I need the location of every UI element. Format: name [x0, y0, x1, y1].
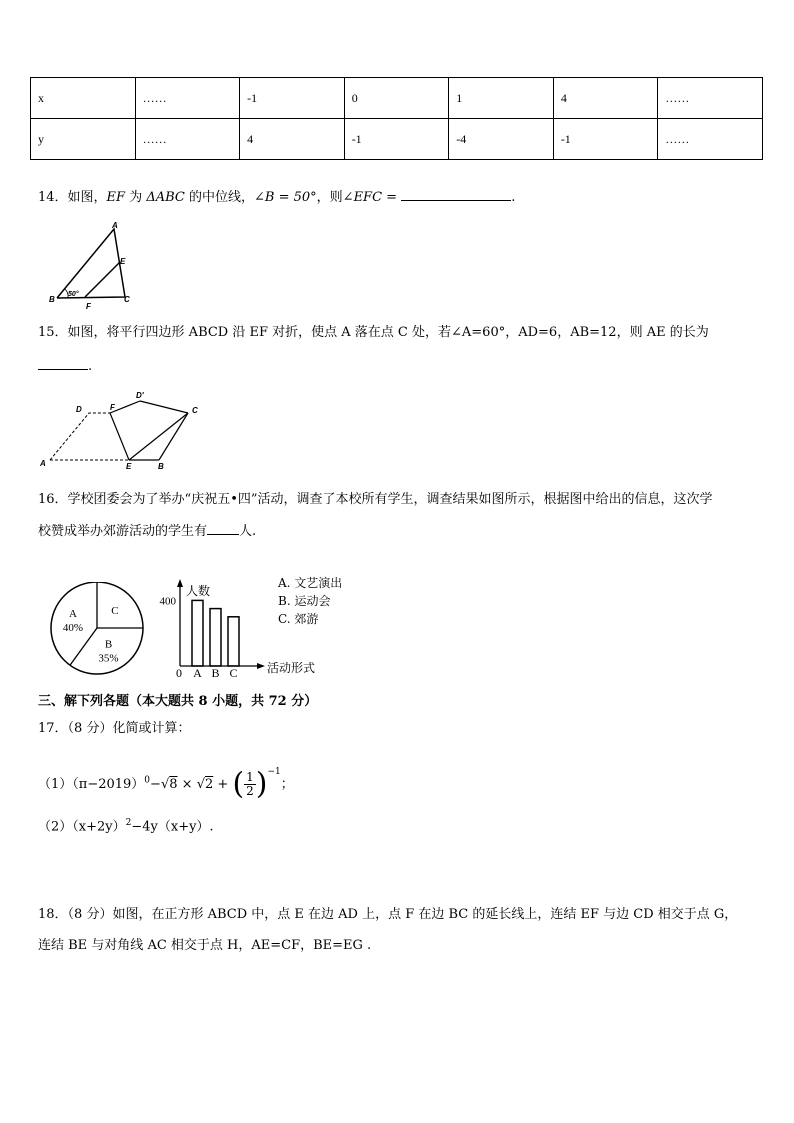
question-15-answer: [38, 357, 92, 377]
answer-blank: [38, 357, 88, 370]
table-cell: 1: [449, 78, 554, 119]
table-cell: 4: [240, 119, 345, 160]
point-a-label: A: [112, 221, 118, 230]
point-a-label: A: [40, 459, 46, 468]
q17-p2-a: （2）（x+2y）: [38, 819, 126, 835]
q17-p1-numerator: 1: [246, 770, 254, 784]
table-cell: -1: [553, 119, 658, 160]
q14-triangle-figure: [44, 220, 144, 312]
pie-slice-a-percent: 40%: [62, 622, 84, 635]
chart-legend: [278, 574, 342, 628]
q17-p2-exp: 2: [125, 818, 132, 828]
q17-p1-radicand2: 2: [204, 777, 214, 792]
xy-value-table: [30, 77, 763, 160]
q17-p1-radicand1: 8: [169, 777, 178, 792]
question-15: [38, 323, 709, 343]
x-tick-label: C: [229, 666, 238, 678]
q14-text: 为: [125, 190, 147, 205]
table-cell: 4: [553, 78, 658, 119]
q17-p1-exp0: 0: [144, 775, 151, 786]
pie-slice-a-label: A: [68, 608, 77, 621]
origin-label: 0: [176, 666, 182, 678]
point-c-label: C: [124, 295, 130, 304]
table-row: [31, 119, 763, 160]
q15-parallelogram-figure: [34, 388, 204, 472]
q17-p1-label: （1）（π−2019）: [38, 777, 145, 792]
fraction-one-half: [244, 771, 256, 798]
point-d-prime-label: D': [136, 391, 144, 400]
point-b-label: B: [49, 295, 55, 304]
q16-text: 人.: [239, 524, 257, 539]
question-14: [38, 188, 515, 208]
x-tick-label: A: [193, 666, 202, 678]
table-cell: -1: [344, 119, 449, 160]
pie-slice-b-percent: 35%: [98, 652, 119, 665]
point-f-label: F: [110, 403, 115, 412]
answer-blank: [207, 522, 239, 535]
q14-prefix: 14．如图，: [38, 190, 107, 205]
pie-chart: [44, 582, 154, 682]
legend-item-a: A. 文艺演出: [278, 576, 343, 590]
point-d-label: D: [76, 405, 82, 414]
pie-slice-b-label: B: [104, 638, 113, 651]
x-tick-label: B: [211, 666, 220, 678]
q14-segment-ef: EF: [106, 190, 126, 205]
q15-text: 15．如图，将平行四边形 ABCD 沿 EF 对折，使点 A 落在点 C 处，若∠A=60°，AD=6，AB=12，则 AE 的长为: [38, 325, 709, 340]
q17-p1-times: ×: [177, 777, 197, 792]
table-cell: 0: [344, 78, 449, 119]
answer-blank: [401, 188, 511, 201]
bar-b: [210, 609, 221, 666]
table-cell: -4: [449, 119, 554, 160]
y-tick-label: 400: [159, 595, 176, 608]
angle-label: 50°: [68, 291, 79, 298]
table-row: [31, 78, 763, 119]
legend-item-c: C. 郊游: [278, 612, 319, 626]
q16-text: 校赞成举办郊游活动的学生有: [38, 524, 208, 539]
q17-p1-plus: +: [213, 777, 233, 792]
legend-item-b: B. 运动会: [278, 594, 331, 608]
table-cell: ……: [135, 78, 240, 119]
q17-p1-denominator: 2: [246, 784, 254, 798]
x-axis-label: 活动形式: [267, 661, 316, 675]
point-f-label: F: [86, 302, 91, 311]
section-3-title: 三、解下列各题（本大题共 8 小题，共 72 分）: [38, 694, 318, 709]
table-cell: -1: [240, 78, 345, 119]
table-cell: ……: [658, 119, 763, 160]
q17-p1-exp: −1: [267, 767, 281, 777]
y-axis-label: 人数: [186, 584, 211, 598]
question-16-line1: [38, 490, 713, 510]
q17-p2-b: −4y（x+y）.: [131, 819, 214, 835]
row-label: y: [31, 119, 136, 160]
q14-angle-efc: ∠EFC =: [342, 190, 398, 205]
q14-text: 的中位线，: [184, 190, 254, 205]
question-18-line1: 18．（8 分）如图，在正方形 ABCD 中，点 E 在边 AD 上，点 F 在边 BC 的延长线上，连结 EF 与边 CD 相交于点 G，: [38, 907, 738, 922]
question-18-line2: 连结 BE 与对角线 AC 相交于点 H，AE=CF，BE=EG .: [38, 938, 372, 953]
bar-a: [192, 600, 203, 666]
q14-end: .: [511, 190, 516, 205]
q17-p1-minus: −: [150, 777, 161, 792]
point-e-label: E: [126, 462, 132, 471]
q17-p1-end: ；: [280, 777, 294, 792]
question-17-title: 17．（8 分）化简或计算：: [38, 721, 191, 736]
q14-text: ，则: [316, 190, 343, 205]
question-17-part2: [38, 813, 214, 837]
question-16-line2: [38, 522, 256, 542]
point-b-label: B: [158, 462, 164, 471]
point-c-label: C: [192, 406, 198, 415]
row-label: x: [31, 78, 136, 119]
q15-end: .: [88, 359, 93, 374]
table-cell: ……: [658, 78, 763, 119]
q14-angle-b: ∠B = 50°: [254, 190, 317, 205]
question-17-part1: $(1)(\pi-2019)^0-√8 \times √2$ + ( $\frac{1}{2}$ )$^{-1}$；: [38, 766, 294, 802]
q14-triangle: ΔABC: [146, 190, 185, 205]
q16-text: 16．学校团委会为了举办“庆祝五•四”活动，调查了本校所有学生，调查结果如图所示，根据图中给出的信息，这次学: [38, 492, 713, 507]
table-cell: ……: [135, 119, 240, 160]
pie-slice-c-label: C: [111, 605, 119, 618]
point-e-label: E: [120, 257, 126, 266]
bar-c: [228, 617, 239, 666]
